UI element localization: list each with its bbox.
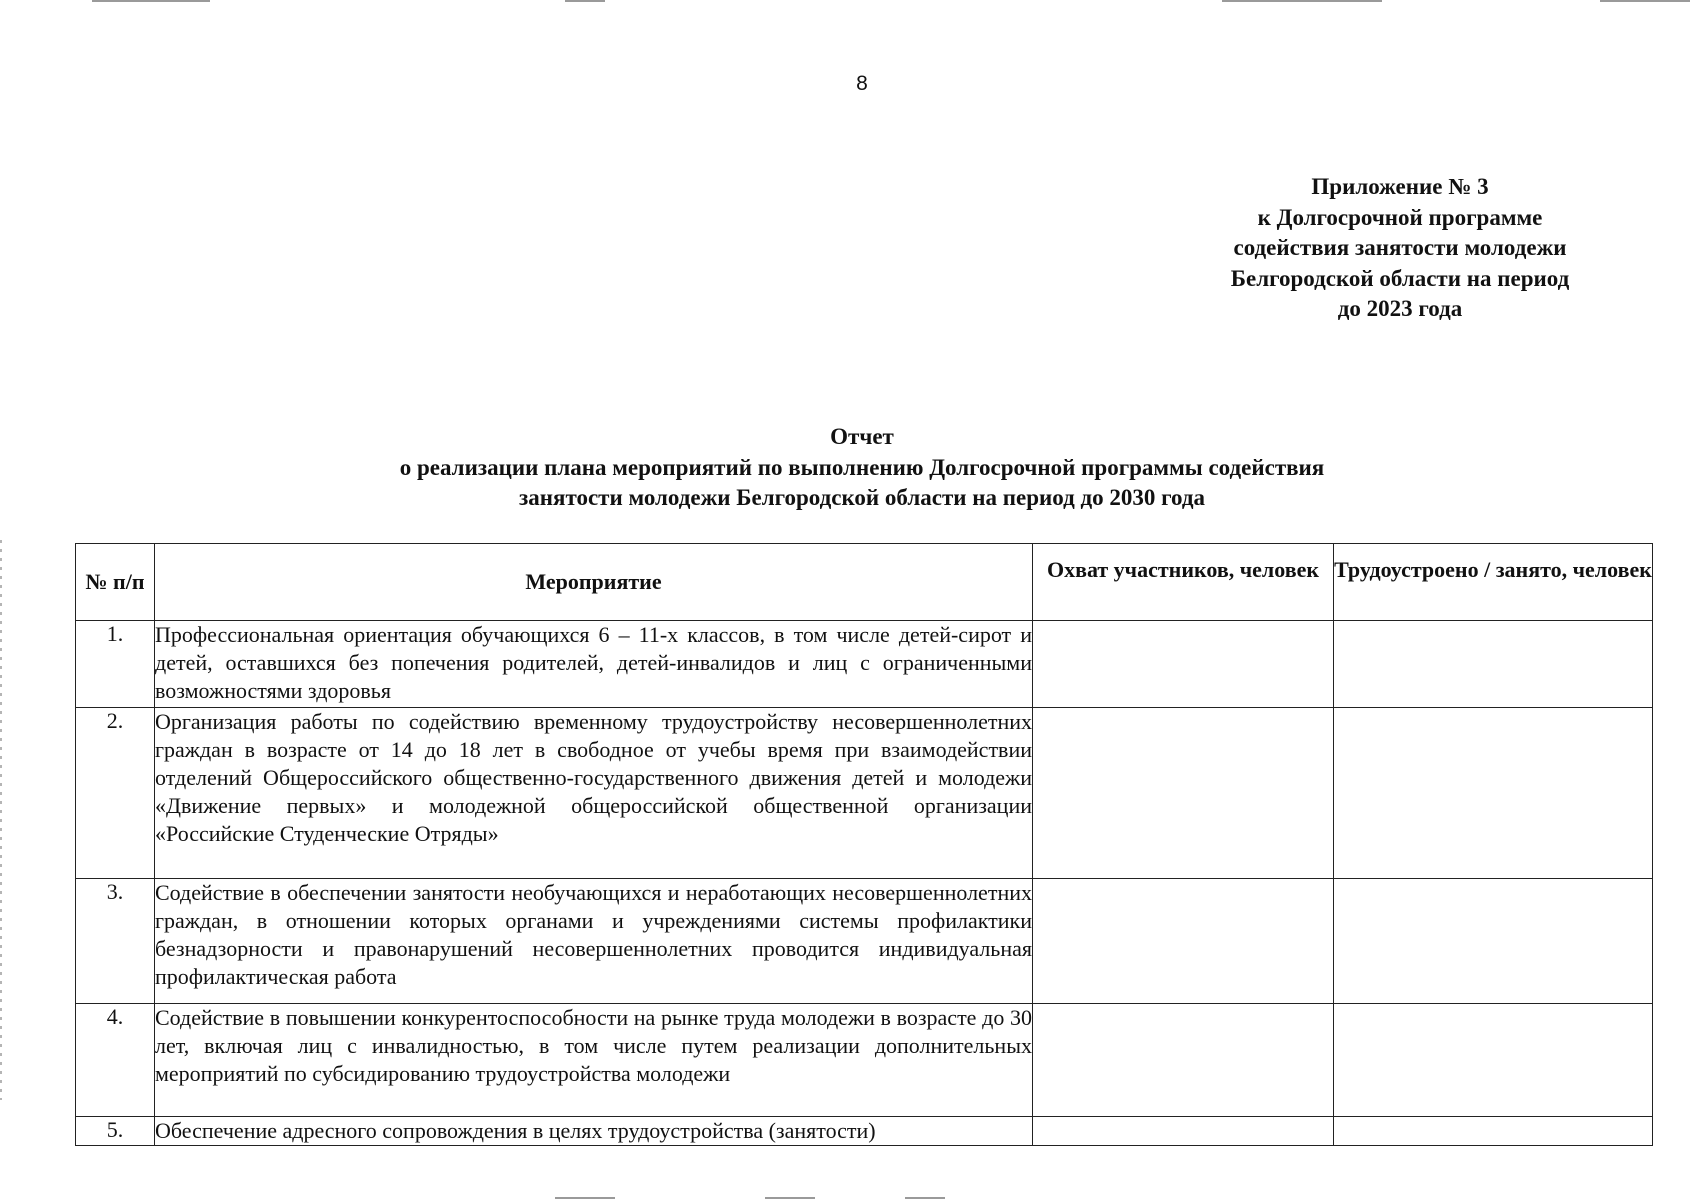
scan-edge-mark <box>92 0 210 2</box>
row-activity-cell <box>155 1117 1033 1146</box>
report-title-line: о реализации плана мероприятий по выполнению Долгосрочной программы содействия <box>399 454 1325 480</box>
report-title-line: занятости молодежи Белгородской области на период до 2030 года <box>519 485 1205 510</box>
row-coverage <box>1033 1004 1334 1117</box>
appendix-line: Белгородской области на период <box>1230 265 1570 291</box>
table-row <box>76 879 1653 1004</box>
row-activity: Профессиональная ориентация обучающихся 6 – 11-х классов, в том числе детей-сирот и детей, оставшихся без попечения родителей, детей-инвалидов и лиц с ограниченными возможностями здоровья <box>155 621 1033 708</box>
row-employed <box>1334 708 1653 879</box>
header-coverage: Охват участников, человек <box>1033 544 1334 621</box>
row-activity: Обеспечение адресного сопровождения в целях трудоустройства (занятости) <box>155 1118 876 1143</box>
row-number: 2. <box>76 708 155 879</box>
scan-edge-mark <box>905 1197 945 1199</box>
row-coverage <box>1033 621 1334 708</box>
row-employed <box>1334 1117 1653 1146</box>
header-number: № п/п <box>76 544 155 621</box>
table-row <box>76 1004 1653 1117</box>
row-employed <box>1334 621 1653 708</box>
table-row <box>76 1117 1653 1146</box>
appendix-line: к Долгосрочной программе <box>1257 204 1543 230</box>
row-employed <box>1334 1004 1653 1117</box>
row-employed <box>1334 879 1653 1004</box>
report-table <box>75 543 1653 1146</box>
header-employed: Трудоустроено / занято, человек <box>1334 544 1653 621</box>
appendix-line: Приложение № 3 <box>1311 174 1489 199</box>
report-title-line: Отчет <box>830 424 894 449</box>
header-activity: Мероприятие <box>155 544 1033 621</box>
row-activity: Содействие в обеспечении занятости необучающихся и неработающих несовершеннолетних граждан, в отношении которых органами и учреждениями системы профилактики безнадзорности и правонарушений несовершеннолетних проводится индивидуальная профилактическая работа <box>155 879 1033 1004</box>
scan-edge-mark <box>1600 0 1690 2</box>
row-number: 5. <box>76 1117 155 1146</box>
row-coverage <box>1033 708 1334 879</box>
row-coverage <box>1033 1117 1334 1146</box>
report-title <box>0 422 1705 514</box>
scan-edge-mark <box>565 0 605 2</box>
row-number: 1. <box>76 621 155 708</box>
scan-edge-mark <box>765 1197 815 1199</box>
scan-edge-mark <box>555 1197 615 1199</box>
row-activity: Организация работы по содействию временному трудоустройству несовершеннолетних граждан в возрасте от 14 до 18 лет в свободное от учебы время при взаимодействии отделений Общероссийского общественно-государственного движения детей и молодежи «Движение первых» и молодежной общероссийской общественной организации «Российские Студенческие Отряды» <box>155 708 1033 879</box>
scan-edge-mark <box>0 540 2 1100</box>
page-number: 8 <box>856 72 868 95</box>
row-activity: Содействие в повышении конкурентоспособности на рынке труда молодежи в возрасте до 30 лет, включая лиц с инвалидностью, в том числе путем реализации дополнительных мероприятий по субсидированию трудоустройства молодежи <box>155 1004 1033 1117</box>
table-row <box>76 708 1653 879</box>
appendix-heading <box>1160 172 1640 325</box>
row-coverage <box>1033 879 1334 1004</box>
row-number: 3. <box>76 879 155 1004</box>
appendix-line: содействия занятости молодежи <box>1233 235 1567 260</box>
scan-edge-mark <box>1222 0 1382 2</box>
row-number: 4. <box>76 1004 155 1117</box>
appendix-line: до 2023 года <box>1337 296 1463 321</box>
table-row <box>76 621 1653 708</box>
table-header-row <box>76 544 1653 621</box>
